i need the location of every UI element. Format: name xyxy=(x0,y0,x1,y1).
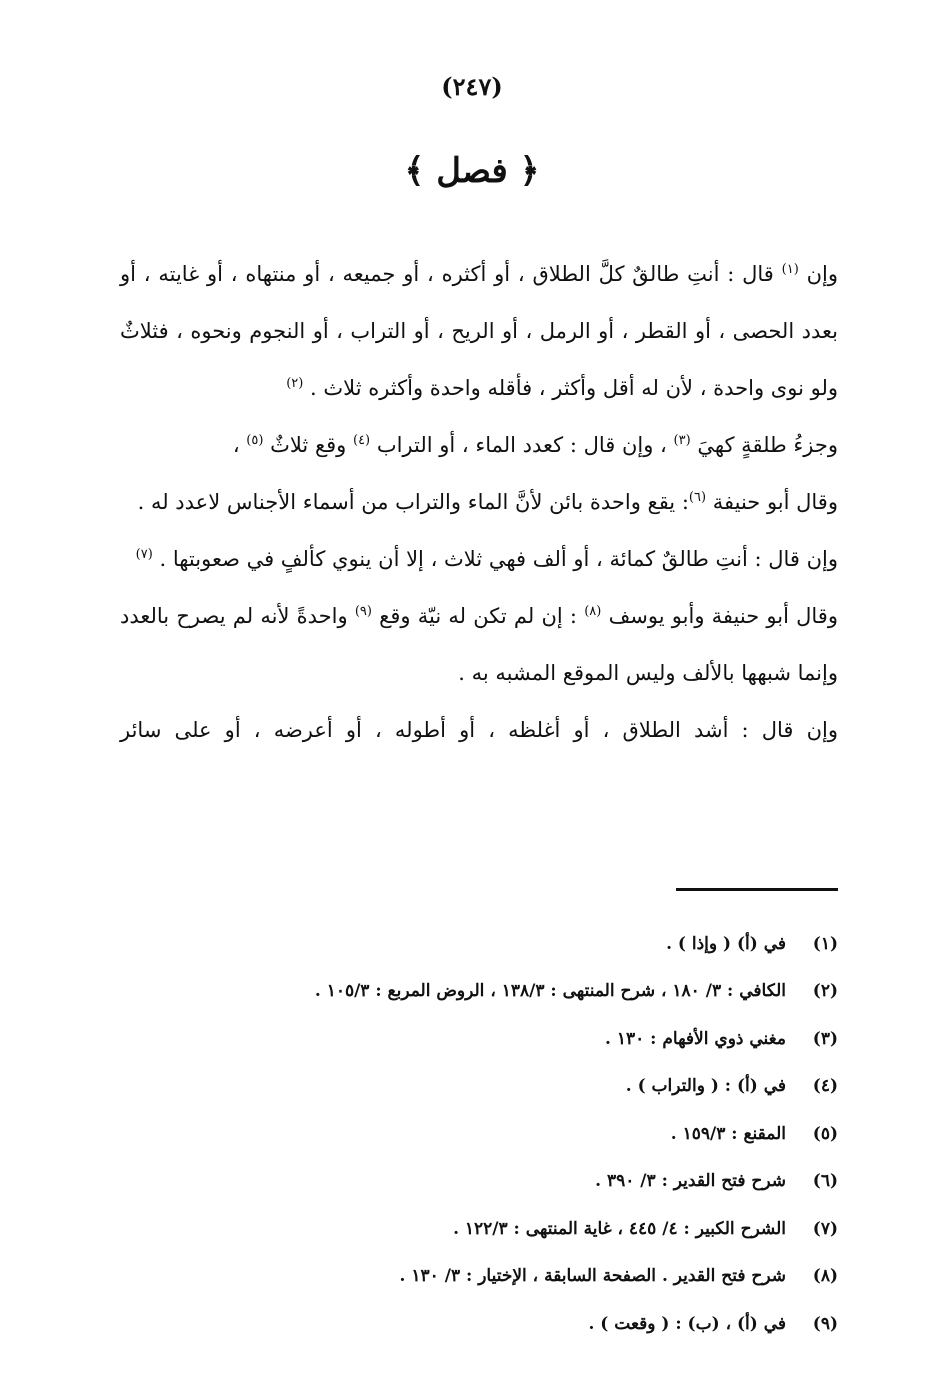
footnote-item xyxy=(120,1300,838,1348)
paragraph-1 xyxy=(120,246,838,417)
footnote-ref-7: (٧) xyxy=(135,547,153,562)
footnote-number: (٦) xyxy=(812,1171,838,1192)
footnote-item xyxy=(120,1253,838,1301)
footnote-ref-4: (٤) xyxy=(352,433,371,448)
paragraph-6-part-1: وإن قال : أشد الطلاق ، أو أغلظه ، أو أطوله ، أو أعرضه ، أو على سائر xyxy=(120,718,838,742)
footnote-ref-2: (٢) xyxy=(286,376,304,391)
paragraph-3-part-1: وقال أبو حنيفة xyxy=(712,490,838,514)
paragraph-2 xyxy=(120,417,838,474)
footnote-number: (٤) xyxy=(812,1076,838,1097)
paragraph-2-part-2: ، وإن قال : كعدد الماء ، أو التراب xyxy=(376,433,674,457)
footnote-text: شرح فتح القدير : ٣/ ٣٩٠ . xyxy=(595,1171,786,1192)
paragraph-5-part-2: : إن لم تكن له نيّة وقع xyxy=(379,604,585,628)
footnote-text: في (أ) : ( والتراب ) . xyxy=(625,1076,786,1097)
footnote-text: في (أ) ( وإذا ) . xyxy=(666,933,786,954)
footnote-number: (١) xyxy=(812,933,838,954)
paragraph-3-part-2: : يقع واحدة بائن لأنَّ الماء والتراب من أسماء الأجناس لاعدد له . xyxy=(137,490,689,514)
main-text xyxy=(120,246,838,759)
footnote-item xyxy=(120,1205,838,1253)
footnote-ref-3: (٣) xyxy=(673,433,691,448)
footnote-item xyxy=(120,1063,838,1111)
footnote-text: الكافي : ٣/ ١٨٠ ، شرح المنتهى : ١٣٨/٣ ، الروض المربع : ١٠٥/٣ . xyxy=(314,981,786,1002)
footnote-divider xyxy=(676,888,838,891)
paragraph-1-part-2: قال : أنتِ طالقٌ كلَّ الطلاق ، أو أكثره ، أو جميعه ، أو منتهاه ، أو غايته ، أو بعدد الحصى ، أو القطر ، أو الرمل ، أو الريح ، أو التراب ، أو النجوم ونحوه ، فثلاثٌ ولو نوى واحدة ، لأن له أقل وأكثر ، فأقله واحدة وأكثره ثلاث . xyxy=(120,262,838,400)
footnote-number: (٧) xyxy=(812,1218,838,1239)
footnote-text: شرح فتح القدير . الصفحة السابقة ، الإختيار : ٣/ ١٣٠ . xyxy=(399,1266,786,1287)
paragraph-4 xyxy=(120,531,838,588)
footnote-number: (٢) xyxy=(812,981,838,1002)
paragraph-3 xyxy=(120,474,838,531)
footnote-number: (٨) xyxy=(812,1266,838,1287)
footnote-text: المقنع : ١٥٩/٣ . xyxy=(670,1123,786,1144)
footnote-text: الشرح الكبير : ٤/ ٤٤٥ ، غاية المنتهى : ١٢٢/٣ . xyxy=(453,1218,786,1239)
footnote-number: (٩) xyxy=(812,1313,838,1334)
footnote-number: (٣) xyxy=(812,1028,838,1049)
paragraph-5-part-1: وقال أبو حنيفة وأبو يوسف xyxy=(608,604,838,628)
section-title: ﴿ فصل ﴾ xyxy=(404,151,540,191)
footnotes-list xyxy=(120,920,838,1348)
paragraph-5-part-3: واحدةً لأنه لم يصرح بالعدد وإنما شبهها بالألف وليس الموقع المشبه به . xyxy=(120,604,838,685)
footnote-item xyxy=(120,1158,838,1206)
footnote-text: في (أ) ، (ب) : ( وقعت ) . xyxy=(588,1313,786,1334)
footnote-number: (٥) xyxy=(812,1123,838,1144)
paragraph-2-part-1: وجزءُ طلقةٍ كهيَ xyxy=(697,433,838,457)
footnote-item xyxy=(120,1110,838,1158)
footnote-ref-5: (٥) xyxy=(246,433,264,448)
paragraph-6 xyxy=(120,702,838,759)
footnote-ref-1: (١) xyxy=(781,262,799,277)
footnote-ref-6: (٦) xyxy=(688,490,707,505)
paragraph-4-part-1: وإن قال : أنتِ طالقٌ كمائة ، أو ألف فهي ثلاث ، إلا أن ينوي كألفٍ في صعوبتها . xyxy=(159,547,838,571)
paragraph-2-part-4: ، xyxy=(232,433,247,457)
paragraph-5 xyxy=(120,588,838,702)
footnote-ref-9: (٩) xyxy=(354,604,372,619)
footnote-item xyxy=(120,968,838,1016)
paragraph-2-part-3: وقع ثلاثٌ xyxy=(270,433,353,457)
page-number: (٢٤٧) xyxy=(441,72,503,101)
footnote-item xyxy=(120,1015,838,1063)
footnote-item xyxy=(120,920,838,968)
footnote-text: مغني ذوي الأفهام : ١٣٠ . xyxy=(605,1028,786,1049)
footnote-ref-8: (٨) xyxy=(584,604,602,619)
paragraph-1-part-1: وإن xyxy=(806,262,838,286)
